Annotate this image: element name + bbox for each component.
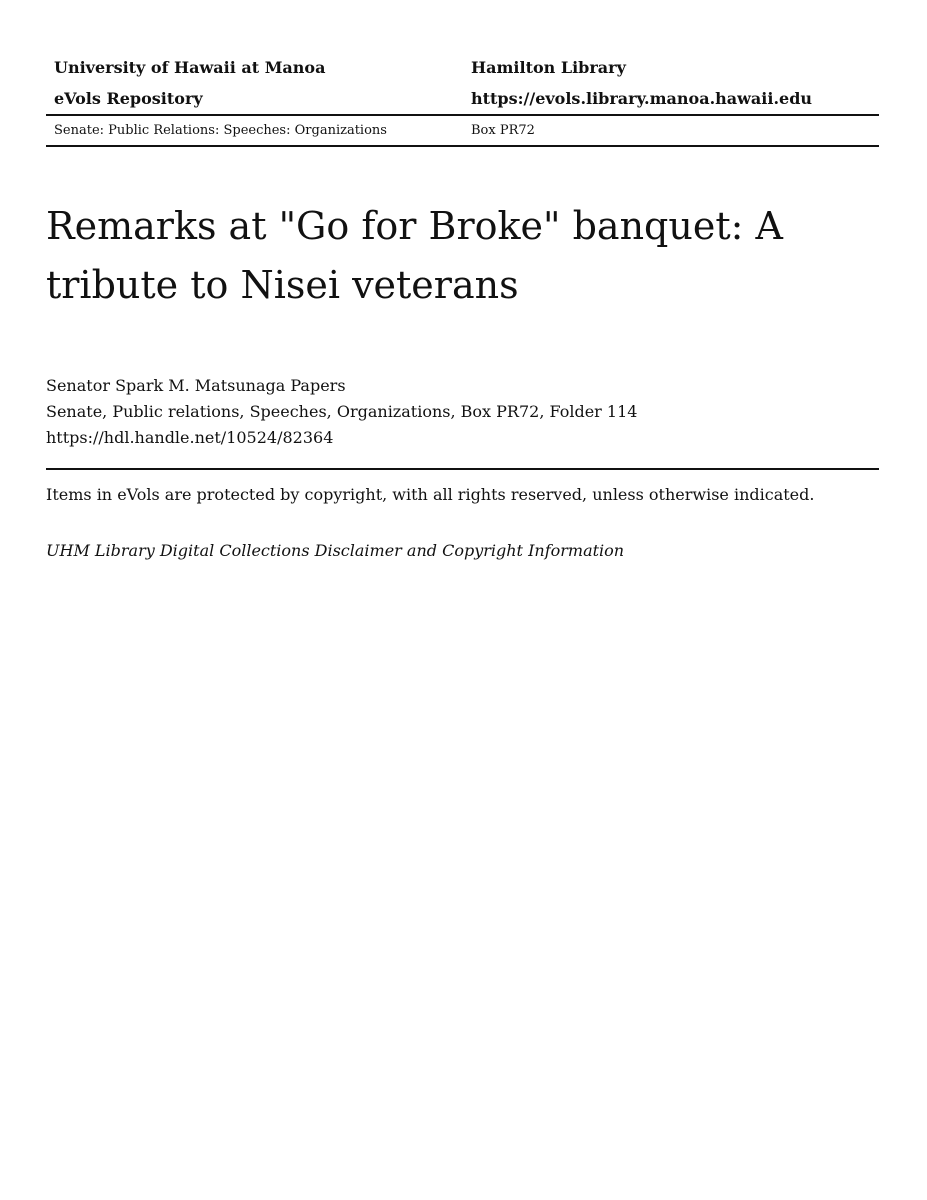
- repository-name: eVols Repository: [54, 89, 203, 108]
- document-title: Remarks at "Go for Broke" banquet: A tribute to Nisei veterans: [46, 204, 783, 307]
- box-label: Box PR72: [471, 123, 535, 138]
- metadata-divider: [46, 468, 879, 470]
- header-row-second: [46, 83, 879, 114]
- header-divider-bottom: [46, 145, 879, 147]
- handle-url-link[interactable]: https://hdl.handle.net/10524/82364: [46, 428, 334, 447]
- copyright-notice: Items in eVols are protected by copyright, with all rights reserved, unless otherwise indicated.: [46, 485, 815, 504]
- collection-name: Senator Spark M. Matsunaga Papers: [46, 376, 346, 395]
- library-name: Hamilton Library: [471, 58, 626, 77]
- document-header: [46, 52, 879, 147]
- library-url-link[interactable]: https://evols.library.manoa.hawaii.edu: [471, 89, 813, 108]
- folder-location: Senate, Public relations, Speeches, Organizations, Box PR72, Folder 114: [46, 402, 638, 421]
- header-row-collection: [46, 116, 879, 145]
- document-metadata: [46, 373, 879, 451]
- institution-name: University of Hawaii at Manoa: [54, 58, 326, 77]
- collection-path: Senate: Public Relations: Speeches: Organizations: [54, 123, 387, 138]
- header-row-top: [46, 52, 879, 83]
- disclaimer-link[interactable]: UHM Library Digital Collections Disclaimer and Copyright Information: [46, 541, 625, 560]
- document-page: [46, 0, 879, 564]
